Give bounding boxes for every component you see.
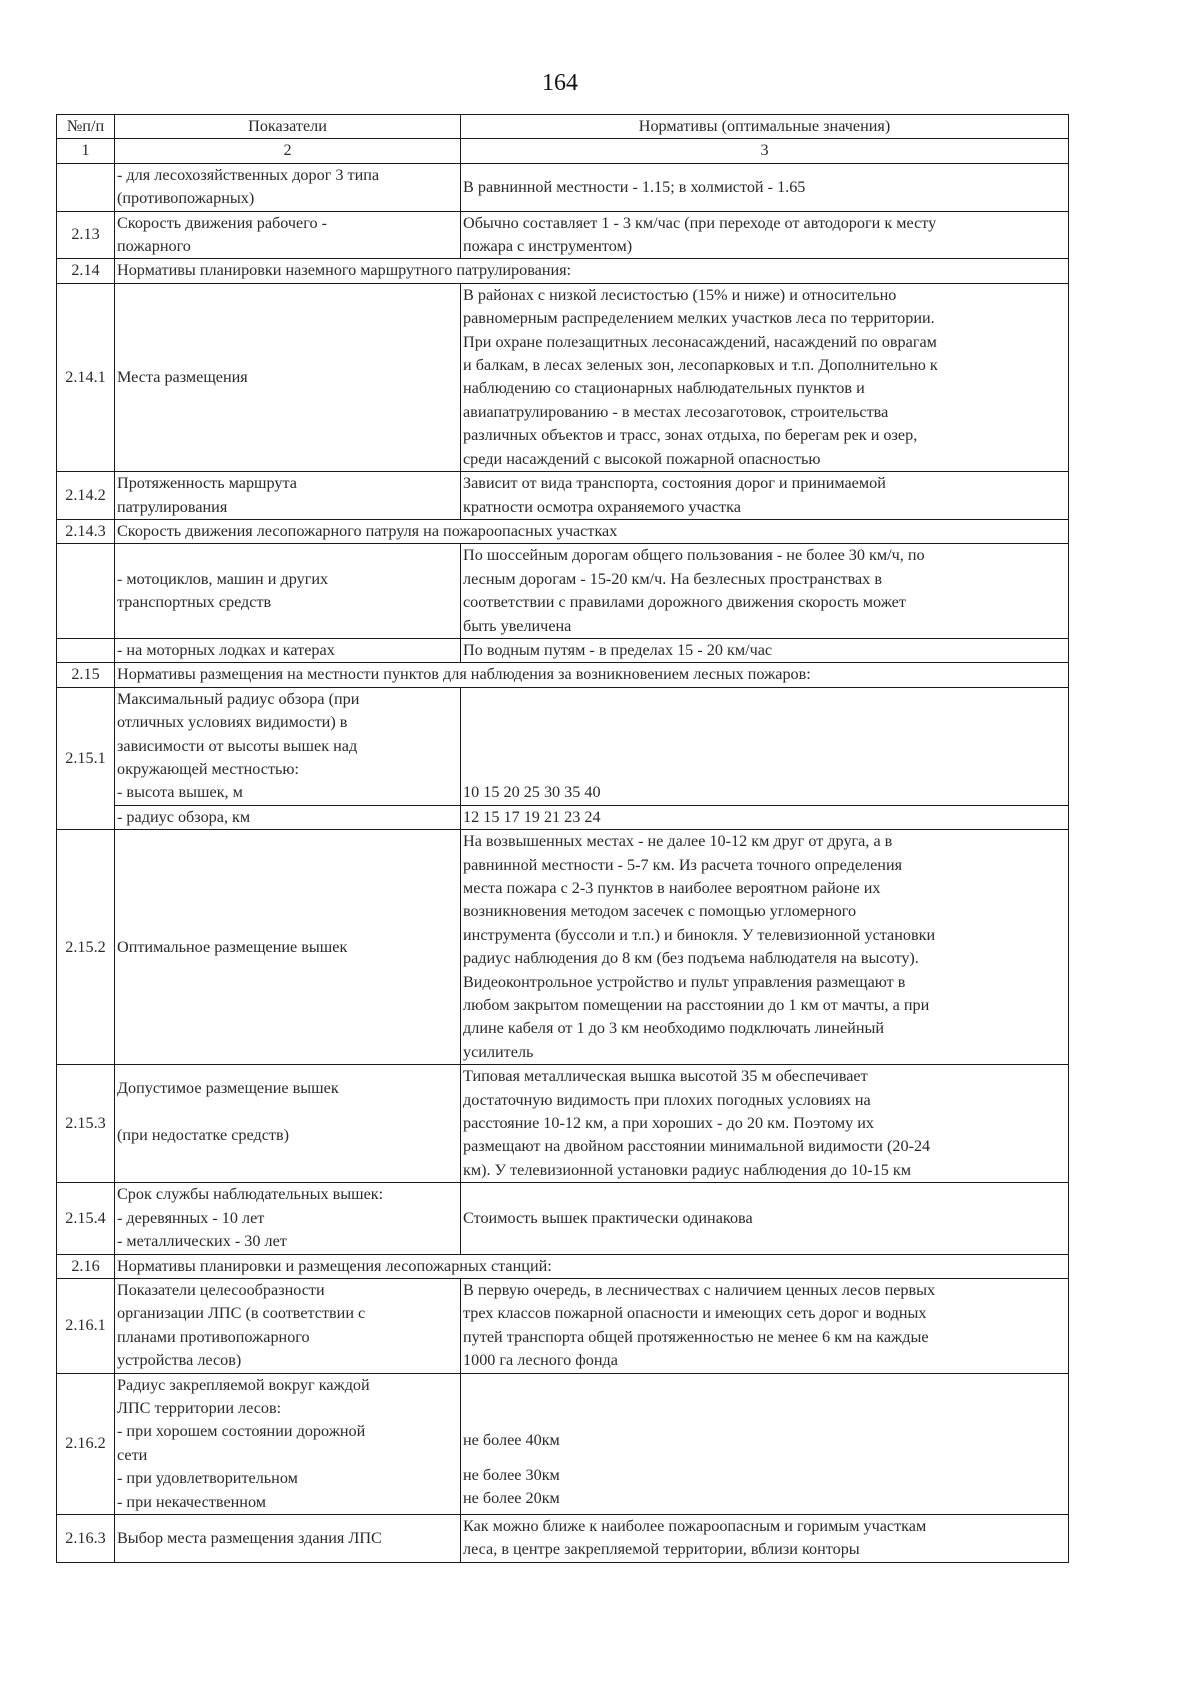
row-number: 2.15.4 <box>57 1183 115 1254</box>
table-row <box>57 638 1069 662</box>
indicator-cell: Оптимальное размещение вышек <box>115 830 461 1065</box>
indicator-cell: - мотоциклов, машин и других транспортных средств <box>115 544 461 639</box>
table-row <box>57 1278 1069 1373</box>
row-number: 2.15.3 <box>57 1065 115 1183</box>
column-number-row <box>57 139 1069 163</box>
norm-cell: По шоссейным дорогам общего пользования - не более 30 км/ч, по лесным дорогам - 15-20 км/ч. На безлесных пространствах в соответствии с правилами дорожного движения скорость может быть увеличена <box>461 544 1069 639</box>
indicator-cell: Максимальный радиус обзора (при отличных условиях видимости) в зависимости от высоты вышек над окружающей местностью: - высота вышек, м <box>115 687 461 805</box>
section-row <box>57 519 1069 543</box>
row-number: 2.15.2 <box>57 830 115 1065</box>
indicator-cell: Скорость движения рабочего - пожарного <box>115 211 461 259</box>
column-number-1: 1 <box>57 139 115 163</box>
indicator-cell: - для лесохозяйственных дорог 3 типа (противопожарных) <box>115 163 461 211</box>
column-number-3: 3 <box>461 139 1069 163</box>
table-row <box>57 830 1069 1065</box>
row-number: 2.16.3 <box>57 1514 115 1562</box>
row-number <box>57 544 115 639</box>
indicator-cell: Показатели целесообразности организации ЛПС (в соответствии с планами противопожарного устройства лесов) <box>115 1278 461 1373</box>
norm-cell: Типовая металлическая вышка высотой 35 м обеспечивает достаточную видимость при плохих погодных условиях на расстояние 10-12 км, а при хороших - до 20 км. Поэтому их размещают на двойном расстоянии минимальной видимости (20-24 км). У телевизионной установки радиус наблюдения до 10-15 км <box>461 1065 1069 1183</box>
indicator-cell: Места размещения <box>115 283 461 471</box>
section-title: Нормативы размещения на местности пунктов для наблюдения за возникновением лесных пожаров: <box>115 663 1069 687</box>
table-row <box>57 687 1069 805</box>
indicator-cell: Радиус закрепляемой вокруг каждой ЛПС территории лесов: - при хорошем состоянии дорожной сети - при удовлетворительном - при некачественном <box>115 1373 461 1514</box>
table-row <box>57 1183 1069 1254</box>
row-number <box>57 163 115 211</box>
page-number: 164 <box>542 70 578 96</box>
header-norms: Нормативы (оптимальные значения) <box>461 115 1069 139</box>
norm-cell: Зависит от вида транспорта, состояния дорог и принимаемой кратности осмотра охраняемого участка <box>461 472 1069 520</box>
section-title: Нормативы планировки наземного маршрутного патрулирования: <box>115 259 1069 283</box>
indicator-cell: - радиус обзора, км <box>115 805 461 829</box>
section-row <box>57 1254 1069 1278</box>
row-number: 2.13 <box>57 211 115 259</box>
row-number: 2.14.1 <box>57 283 115 471</box>
table-row <box>57 805 1069 829</box>
row-number: 2.16 <box>57 1254 115 1278</box>
norm-cell: не более 40км не более 30км не более 20км <box>461 1373 1069 1514</box>
table-row <box>57 472 1069 520</box>
indicator-cell: Срок службы наблюдательных вышек: - деревянных - 10 лет - металлических - 30 лет <box>115 1183 461 1254</box>
row-number: 2.14 <box>57 259 115 283</box>
norm-cell: По водным путям - в пределах 15 - 20 км/час <box>461 638 1069 662</box>
indicator-cell: Допустимое размещение вышек (при недостатке средств) <box>115 1065 461 1183</box>
row-number: 2.15 <box>57 663 115 687</box>
section-title: Скорость движения лесопожарного патруля на пожароопасных участках <box>115 519 1069 543</box>
table-row <box>57 283 1069 471</box>
row-number: 2.14.3 <box>57 519 115 543</box>
header-num: №п/п <box>57 115 115 139</box>
table-row <box>57 211 1069 259</box>
table-row <box>57 1514 1069 1562</box>
table-row <box>57 1373 1069 1514</box>
norm-cell: В равнинной местности - 1.15; в холмистой - 1.65 <box>461 163 1069 211</box>
table-row <box>57 544 1069 639</box>
table-row <box>57 163 1069 211</box>
indicator-cell: Протяженность маршрута патрулирования <box>115 472 461 520</box>
header-indicators: Показатели <box>115 115 461 139</box>
indicator-cell: - на моторных лодках и катерах <box>115 638 461 662</box>
header-row <box>57 115 1069 139</box>
row-number <box>57 638 115 662</box>
norm-cell: Стоимость вышек практически одинакова <box>461 1183 1069 1254</box>
norms-table <box>56 114 1069 1563</box>
section-title: Нормативы планировки и размещения лесопожарных станций: <box>115 1254 1069 1278</box>
row-number: 2.14.2 <box>57 472 115 520</box>
section-row <box>57 259 1069 283</box>
norm-cell: 10 15 20 25 30 35 40 <box>461 687 1069 805</box>
row-number: 2.15.1 <box>57 687 115 829</box>
norm-cell: В районах с низкой лесистостью (15% и ниже) и относительно равномерным распределением мелких участков леса по территории. При охране полезащитных лесонасаждений, насаждений по оврагам и балкам, в лесах зеленых зон, лесопарковых и т.п. Дополнительно к наблюдению со стационарных наблюдательных пунктов и авиапатрулированию - в местах лесозаготовок, строительства различных объектов и трасс, зонах отдыха, по берегам рек и озер, среди насаждений с высокой пожарной опасностью <box>461 283 1069 471</box>
section-row <box>57 663 1069 687</box>
row-number: 2.16.1 <box>57 1278 115 1373</box>
row-number: 2.16.2 <box>57 1373 115 1514</box>
column-number-2: 2 <box>115 139 461 163</box>
table-row <box>57 1065 1069 1183</box>
norm-cell: Обычно составляет 1 - 3 км/час (при переходе от автодороги к месту пожара с инструментом) <box>461 211 1069 259</box>
indicator-cell: Выбор места размещения здания ЛПС <box>115 1514 461 1562</box>
norm-cell: В первую очередь, в лесничествах с наличием ценных лесов первых трех классов пожарной опасности и имеющих сеть дорог и водных путей транспорта общей протяженностью не менее 6 км на каждые 1000 га лесного фонда <box>461 1278 1069 1373</box>
norm-cell: На возвышенных местах - не далее 10-12 км друг от друга, а в равнинной местности - 5-7 км. Из расчета точного определения места пожара с 2-3 пунктов в наиболее вероятном районе их возникновения методом засечек с помощью угломерного инструмента (буссоли и т.п.) и бинокля. У телевизионной установки радиус наблюдения до 8 км (без подъема наблюдателя на высоту). Видеоконтрольное устройство и пульт управления размещают в любом закрытом помещении на расстоянии до 1 км от мачты, а при длине кабеля от 1 до 3 км необходимо подключать линейный усилитель <box>461 830 1069 1065</box>
norm-cell: Как можно ближе к наиболее пожароопасным и горимым участкам леса, в центре закрепляемой территории, вблизи конторы <box>461 1514 1069 1562</box>
norm-cell: 12 15 17 19 21 23 24 <box>461 805 1069 829</box>
